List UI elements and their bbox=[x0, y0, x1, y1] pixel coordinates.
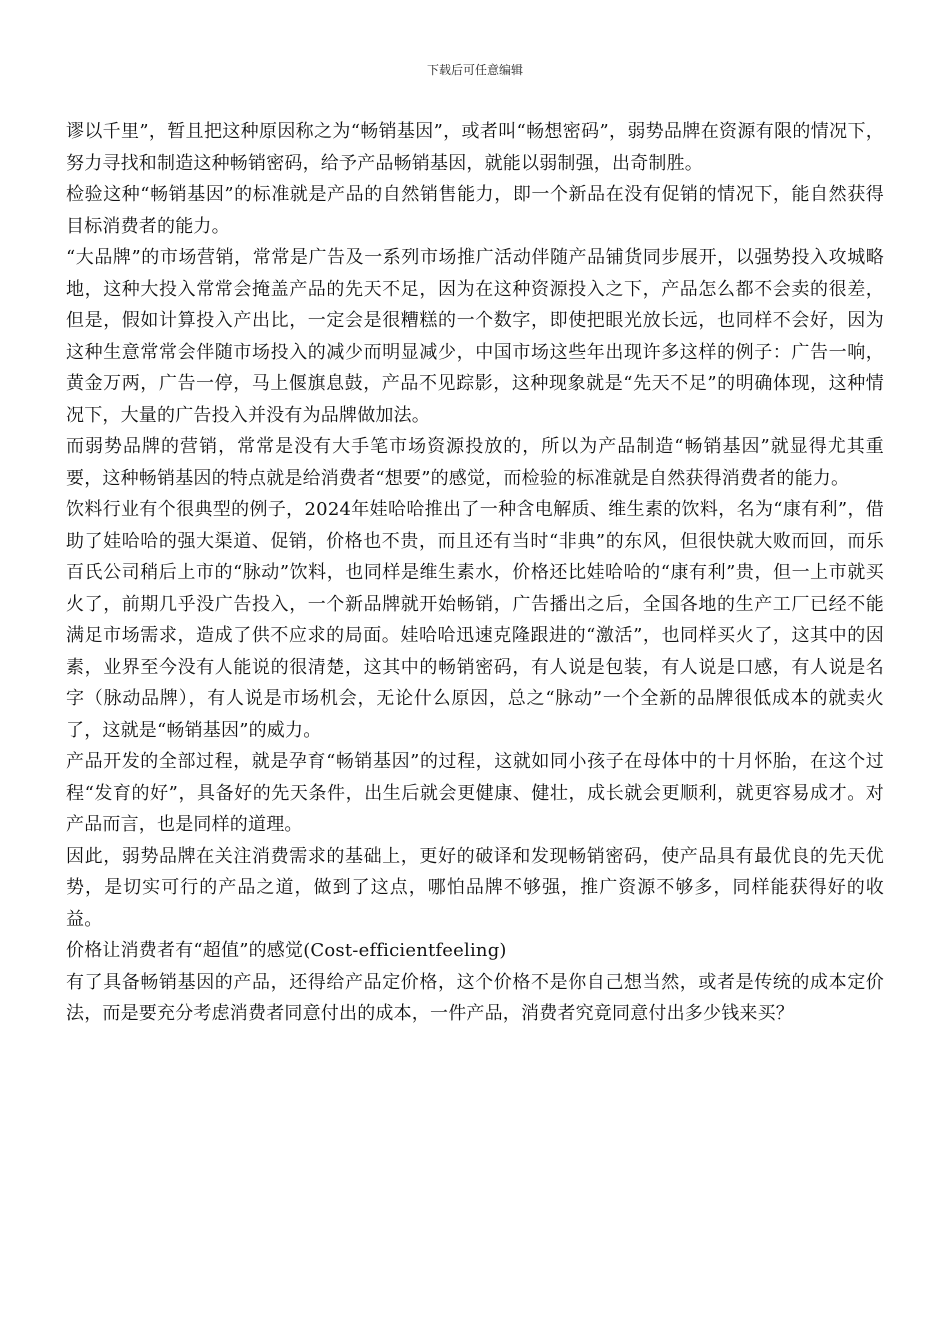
paragraph: 检验这种“畅销基因”的标准就是产品的自然销售能力，即一个新品在没有促销的情况下，能自然获得目标消费者的能力。 bbox=[66, 184, 884, 237]
paragraph: 因此，弱势品牌在关注消费需求的基础上，更好的破译和发现畅销密码，使产品具有最优良的先天优势，是切实可行的产品之道，做到了这点，哪怕品牌不够强，推广资源不够多，同样能获得好的收益。 bbox=[66, 845, 884, 930]
document-body bbox=[66, 116, 884, 1030]
paragraph: 饮料行业有个很典型的例子，2024年娃哈哈推出了一种含电解质、维生素的饮料，名为“康有利”，借助了娃哈哈的强大渠道、促销，价格也不贵，而且还有当时“非典”的东风，但很快就大败而回，而乐百氏公司稍后上市的“脉动”饮料，也同样是维生素水，价格还比娃哈哈的“康有利”贵，但一上市就买火了，前期几乎没广告投入，一个新品牌就开始畅销，广告播出之后，全国各地的生产工厂已经不能满足市场需求，造成了供不应求的局面。娃哈哈迅速克隆跟进的“激活”，也同样买火了，这其中的因素，业界至今没有人能说的很清楚，这其中的畅销密码，有人说是包装，有人说是口感，有人说是名字（脉动品牌），有人说是市场机会，无论什么原因，总之“脉动”一个全新的品牌很低成本的就卖火了，这就是“畅销基因”的威力。 bbox=[66, 499, 884, 741]
paragraph: “大品牌”的市场营销，常常是广告及一系列市场推广活动伴随产品铺货同步展开，以强势投入攻城略地，这种大投入常常会掩盖产品的先天不足，因为在这种资源投入之下，产品怎么都不会卖的很差，但是，假如计算投入产出比，一定会是很糟糕的一个数字，即使把眼光放长远，也同样不会好，因为这种生意常常会伴随市场投入的减少而明显减少，中国市场这些年出现许多这样的例子：广告一响，黄金万两，广告一停，马上偃旗息鼓，产品不见踪影，这种现象就是“先天不足”的明确体现，这种情况下，大量的广告投入并没有为品牌做加法。 bbox=[66, 247, 884, 426]
page-header-note: 下载后可任意编辑 bbox=[426, 63, 523, 77]
paragraph: 谬以千里”，暂且把这种原因称之为“畅销基因”，或者叫“畅想密码”，弱势品牌在资源有限的情况下，努力寻找和制造这种畅销密码，给予产品畅销基因，就能以弱制强，出奇制胜。 bbox=[66, 121, 884, 174]
paragraph: 产品开发的全部过程，就是孕育“畅销基因”的过程，这就如同小孩子在母体中的十月怀胎，在这个过程“发育的好”，具备好的先天条件，出生后就会更健康、健壮，成长就会更顺利，就更容易成才。对产品而言，也是同样的道理。 bbox=[66, 751, 884, 835]
paragraph: 有了具备畅销基因的产品，还得给产品定价格，这个价格不是你自己想当然，或者是传统的成本定价法，而是要充分考虑消费者同意付出的成本，一件产品，消费者究竟同意付出多少钱来买？ bbox=[66, 971, 884, 1024]
paragraph: 而弱势品牌的营销，常常是没有大手笔市场资源投放的，所以为产品制造“畅销基因”就显得尤其重要，这种畅销基因的特点就是给消费者“想要”的感觉，而检验的标准就是自然获得消费者的能力。 bbox=[66, 436, 884, 489]
section-heading: 价格让消费者有“超值”的感觉(Cost-efficientfeeling) bbox=[66, 940, 507, 961]
